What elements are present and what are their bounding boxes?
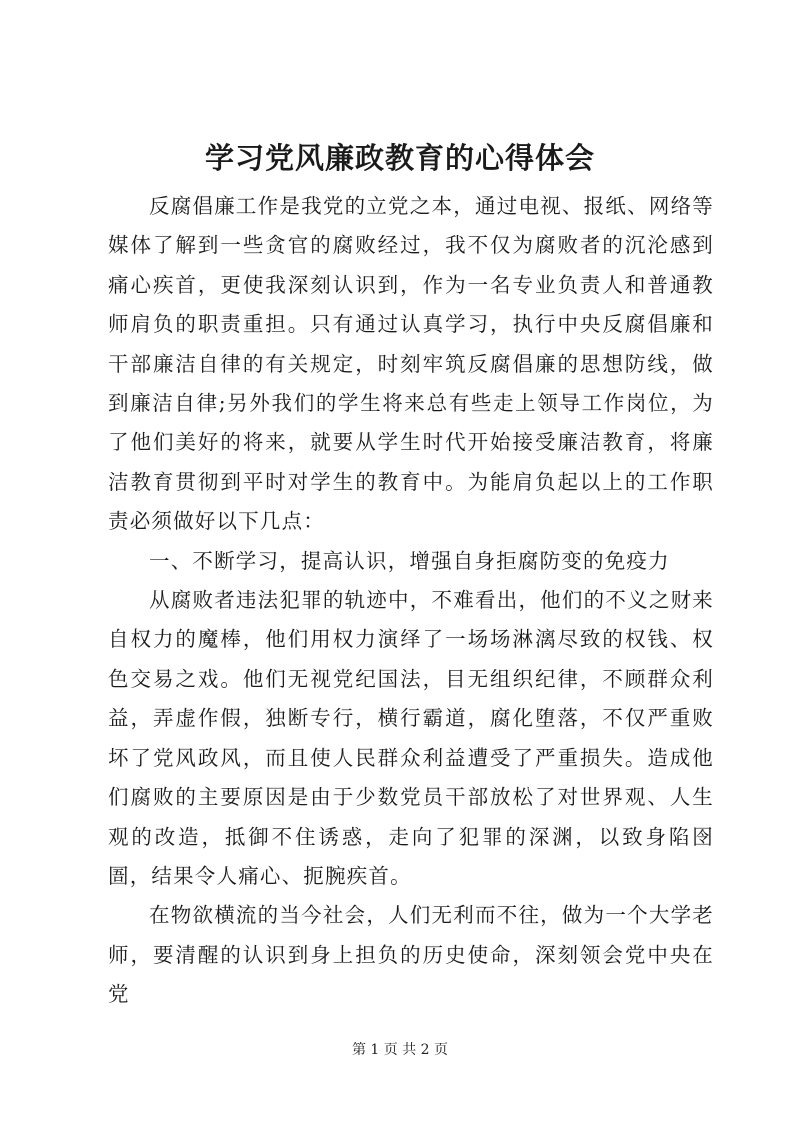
page-number-label: 第 1 页 共 2 页 [351, 1042, 449, 1058]
paragraph-teacher-mission: 在物欲横流的当今社会，人们无利而不往，做为一个大学老师，要清醒的认识到身上担负的历史使命，深刻领会党中央在党 [108, 903, 714, 1007]
document-title: 学习党风廉政教育的心得体会 [204, 141, 595, 175]
page-footer [0, 1040, 800, 1060]
paragraph-corruption-analysis: 从腐败者违法犯罪的轨迹中，不难看出，他们的不义之财来自权力的魔棒，他们用权力演绎了一场场淋漓尽致的权钱、权色交易之戏。他们无视党纪国法，目无组织纪律，不顾群众利益，弄虚作假，独断专行，横行霸道，腐化堕落，不仅严重败坏了党风政风，而且使人民群众利益遭受了严重损失。造成他们腐败的主要原因是由于少数党员干部放松了对世界观、人生观的改造，抵御不住诱惑，走向了犯罪的深渊，以致身陷囹圄，结果令人痛心、扼腕疾首。 [108, 588, 714, 888]
document-body [108, 187, 714, 1015]
paragraph-intro: 反腐倡廉工作是我党的立党之本，通过电视、报纸、网络等媒体了解到一些贪官的腐败经过，我不仅为腐败者的沉沦感到痛心疾首，更使我深刻认识到，作为一名专业负责人和普通教师肩负的职责重担。只有通过认真学习，执行中央反腐倡廉和干部廉洁自律的有关规定，时刻牢筑反腐倡廉的思想防线，做到廉洁自律;另外我们的学生将来总有些走上领导工作岗位，为了他们美好的将来，就要从学生时代开始接受廉洁教育，将廉洁教育贯彻到平时对学生的教育中。为能肩负起以上的工作职责必须做好以下几点： [108, 194, 714, 534]
section-heading-1: 一、不断学习，提高认识，增强自身拒腐防变的免疫力 [149, 548, 670, 573]
